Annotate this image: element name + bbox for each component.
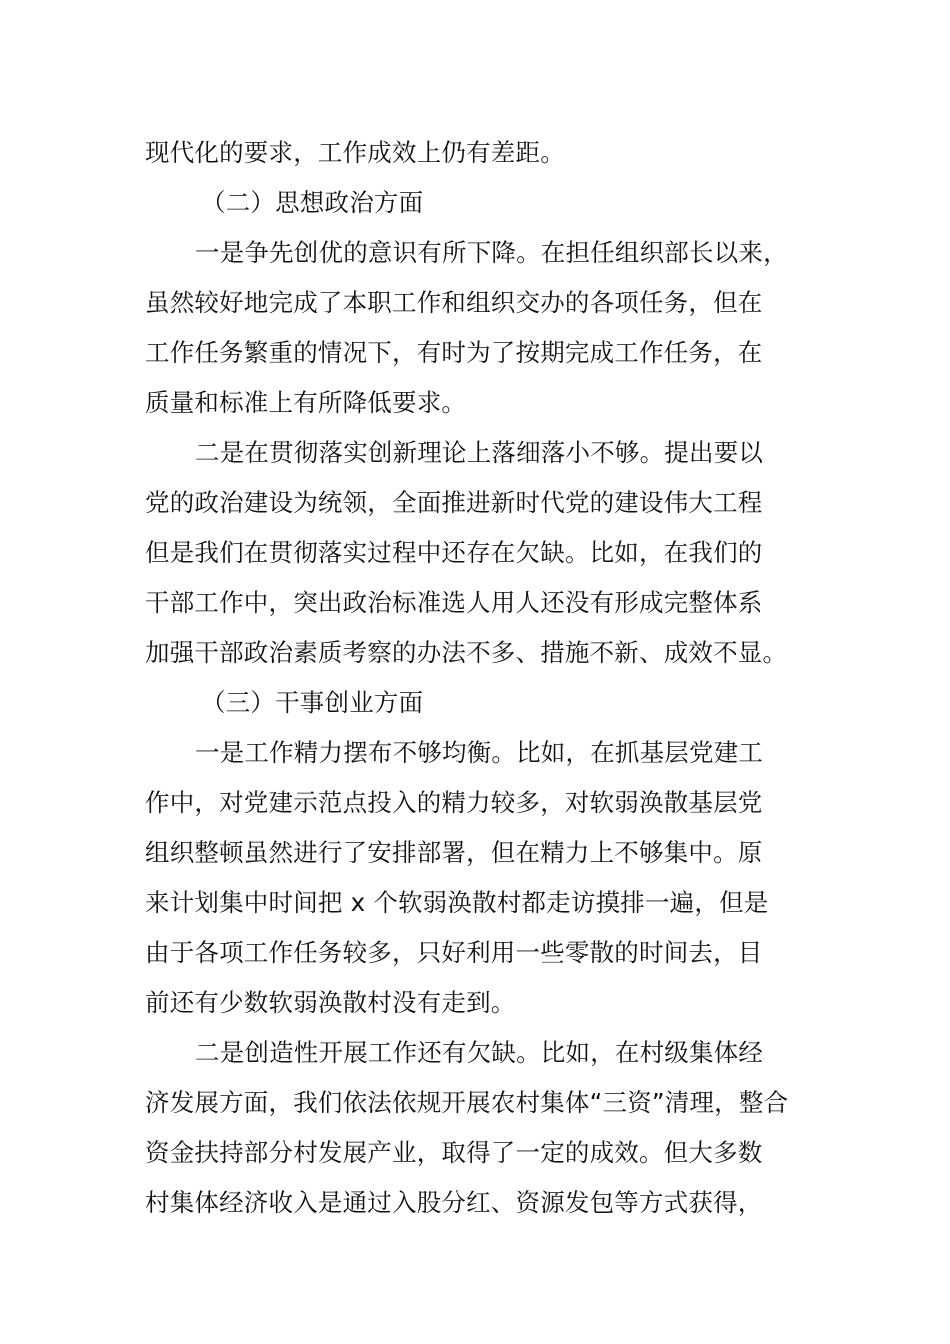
paragraph-line: 村集体经济收入是通过入股分红、资源发包等方式获得，: [145, 1188, 763, 1217]
paragraph-line: 党的政治建设为统领，全面推进新时代党的建设伟大工程: [145, 488, 763, 517]
paragraph-line: 加强干部政治素质考察的办法不多、措施不新、成效不显。: [145, 638, 788, 667]
paragraph-line: 一是工作精力摆布不够均衡。比如，在抓基层党建工: [195, 738, 764, 767]
paragraph-line: 资金扶持部分村发展产业，取得了一定的成效。但大多数: [145, 1138, 763, 1167]
paragraph-line: 但是我们在贯彻落实过程中还存在欠缺。比如，在我们的: [145, 538, 763, 567]
paragraph-line: 来计划集中时间把 x 个软弱涣散村都走访摸排一遍，但是: [145, 888, 769, 917]
paragraph-line: 虽然较好地完成了本职工作和组织交办的各项任务，但在: [145, 288, 763, 317]
paragraph-line: 作中，对党建示范点投入的精力较多，对软弱涣散基层党: [145, 788, 763, 817]
section-heading-career: （三）干事创业方面: [201, 688, 424, 717]
document-body: [145, 128, 810, 1228]
paragraph-line: 二是创造性开展工作还有欠缺。比如，在村级集体经: [195, 1038, 764, 1067]
paragraph-line: 质量和标准上有所降低要求。: [145, 388, 467, 417]
paragraph-line: 组织整顿虽然进行了安排部署，但在精力上不够集中。原: [145, 838, 763, 867]
paragraph-line: 二是在贯彻落实创新理论上落细落小不够。提出要以: [195, 438, 764, 467]
paragraph-line: 工作任务繁重的情况下，有时为了按期完成工作任务，在: [145, 338, 763, 367]
paragraph-line: 前还有少数软弱涣散村没有走到。: [145, 988, 516, 1017]
section-heading-ideology: （二）思想政治方面: [201, 188, 424, 217]
paragraph-line: 一是争先创优的意识有所下降。在担任组织部长以来，: [195, 238, 788, 267]
paragraph-line: 济发展方面，我们依法依规开展农村集体“三资”清理，整合: [145, 1088, 789, 1117]
paragraph-line: 现代化的要求，工作成效上仍有差距。: [145, 138, 565, 167]
paragraph-line: 干部工作中，突出政治标准选人用人还没有形成完整体系: [145, 588, 763, 617]
paragraph-line: 由于各项工作任务较多，只好利用一些零散的时间去，目: [145, 938, 763, 967]
